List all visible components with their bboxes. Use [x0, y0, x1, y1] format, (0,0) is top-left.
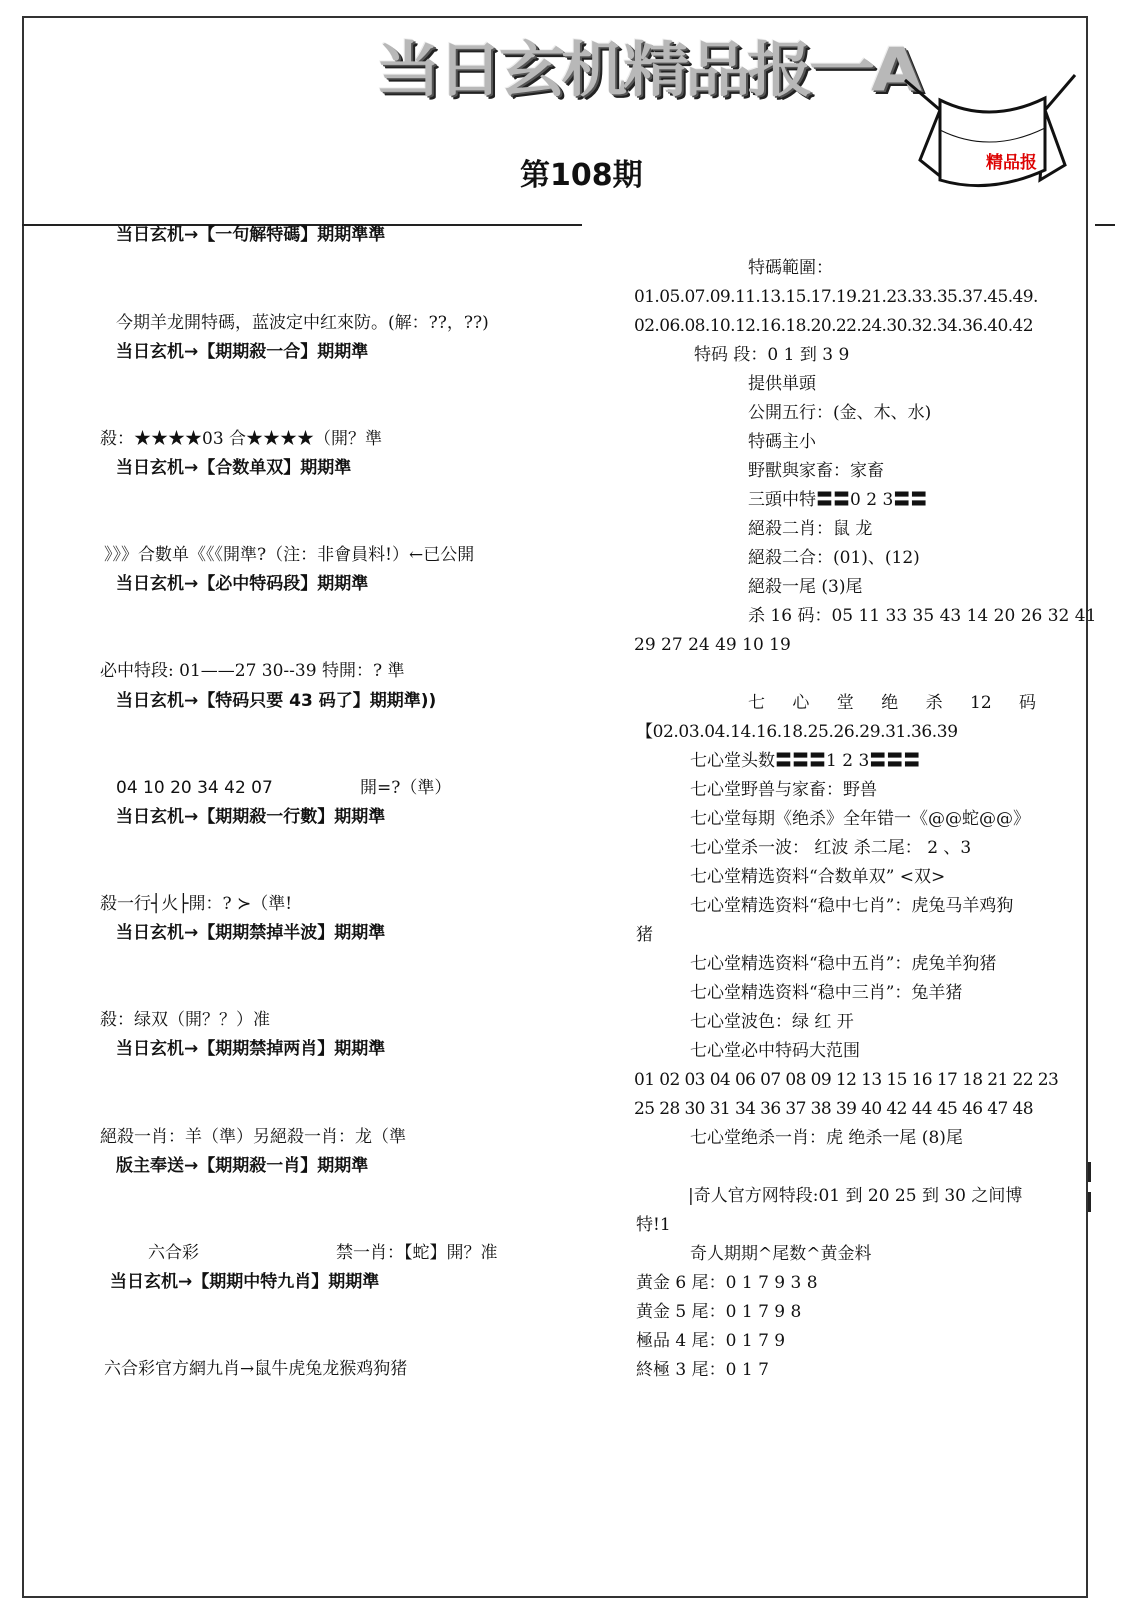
left-line: 殺一行┤火├開：? ≻（準! — [100, 894, 293, 914]
left-line: 六合彩 — [148, 1243, 199, 1263]
right-line: 【02.03.04.14.16.18.25.26.29.31.36.39 — [636, 722, 958, 742]
right-line: 七心堂精选资料“稳中五肖”：虎兔羊狗猪 — [690, 954, 997, 974]
right-line: 29 27 24 49 10 19 — [634, 635, 791, 655]
left-line: 絕殺一肖：羊（準）另絕殺一肖：龙（準 — [100, 1127, 406, 1147]
right-line: 三頭中特〓〓0 2 3〓〓 — [748, 490, 928, 510]
left-line: 当日玄机→【必中特码段】期期準 — [116, 574, 369, 594]
right-line: 公開五行：(金、木、水) — [748, 403, 932, 423]
left-line: 版主奉送→【期期殺一肖】期期準 — [116, 1156, 369, 1176]
left-line: 当日玄机→【特码只要 43 码了】期期準)) — [116, 691, 437, 711]
right-line: 25 28 30 31 34 36 37 38 39 40 42 44 45 46 47 48 — [634, 1099, 1033, 1119]
left-line: 当日玄机→【合数单双】期期準 — [116, 458, 352, 478]
left-line: 当日玄机→【期期中特九肖】期期準 — [110, 1272, 380, 1292]
right-line: 七心堂波色：绿 红 开 — [690, 1012, 854, 1032]
right-line: 終極 3 尾：0 1 7 — [636, 1360, 769, 1380]
left-line: 殺：★★★★03 合★★★★（開？準 — [100, 429, 383, 449]
right-line: 特!1 — [636, 1215, 671, 1235]
left-line: 当日玄机→【期期禁掉两肖】期期準 — [116, 1039, 386, 1059]
left-line: 六合彩官方網九肖→鼠牛虎兔龙猴鸡狗猪 — [104, 1359, 408, 1379]
right-line: 猪 — [636, 925, 653, 945]
left-line: 今期羊龙開特碼，蓝波定中红來防。(解：??，??) — [116, 313, 489, 333]
left-line: 当日玄机→【一句解特碼】期期準準 — [116, 225, 386, 245]
left-line: 禁一肖：【蛇】開？准 — [336, 1243, 498, 1263]
badge-label: 精品报 — [986, 153, 1037, 173]
issue-number: 第108期 — [520, 158, 643, 193]
right-line: 特码 段：0 1 到 3 9 — [694, 345, 850, 365]
right-line: 黄金 6 尾：0 1 7 9 3 8 — [636, 1273, 818, 1293]
margin-mark — [1088, 1162, 1091, 1182]
right-line: 特碼範圍： — [748, 258, 833, 278]
right-line: 杀 16 码：05 11 33 35 43 14 20 26 32 41 — [748, 606, 1097, 626]
left-line: 当日玄机→【期期殺一行數】期期準 — [116, 807, 386, 827]
right-line: 七心堂精选资料“稳中三肖”：兔羊猪 — [690, 983, 963, 1003]
right-line: 七心堂精选资料“稳中七肖”：虎兔马羊鸡狗 — [690, 896, 1014, 916]
left-line: 殺：绿双（開？？）准 — [100, 1010, 270, 1030]
header-divider-right — [1095, 224, 1115, 226]
right-line: 02.06.08.10.12.16.18.20.22.24.30.32.34.36.40.42 — [634, 316, 1033, 336]
left-line: 必中特段: 01——27 30--39 特開：? 準 — [100, 661, 405, 681]
right-line: 七心堂每期《绝杀》全年错一《@@蛇@@》 — [690, 809, 1030, 829]
right-line: 七 心 堂 绝 杀 12 码 — [748, 693, 1037, 713]
masthead-title: 当日玄机精品报一A — [375, 35, 919, 105]
right-line: 七心堂必中特码大范围 — [690, 1041, 860, 1061]
left-line: 当日玄机→【期期禁掉半波】期期準 — [116, 923, 386, 943]
right-line: 提供単頭 — [748, 374, 816, 394]
right-line: 特碼主小 — [748, 432, 816, 452]
right-line: 黄金 5 尾：0 1 7 9 8 — [636, 1302, 802, 1322]
right-line: |奇人官方网特段:01 到 20 25 到 30 之间博 — [688, 1186, 1023, 1206]
right-line: 七心堂绝杀一肖：虎 绝杀一尾 (8)尾 — [690, 1128, 963, 1148]
margin-mark — [1088, 1192, 1091, 1212]
right-line: 野獸與家畜：家畜 — [748, 461, 884, 481]
right-line: 極品 4 尾：0 1 7 9 — [636, 1331, 786, 1351]
right-line: 01 02 03 04 06 07 08 09 12 13 15 16 17 18 21 22 23 — [634, 1070, 1059, 1090]
right-line: 01.05.07.09.11.13.15.17.19.21.23.33.35.37.45.49. — [634, 287, 1038, 307]
right-line: 七心堂精选资料“合数单双” <双> — [690, 867, 946, 887]
left-line: 当日玄机→【期期殺一合】期期準 — [116, 342, 369, 362]
right-line: 絕殺一尾 (3)尾 — [748, 577, 863, 597]
right-line: 絕殺二肖：鼠 龙 — [748, 519, 873, 539]
right-line: 七心堂杀一波： 红波 杀二尾： 2 、3 — [690, 838, 972, 858]
right-line: 奇人期期^尾数^黄金料 — [690, 1244, 872, 1264]
banner-badge-icon — [900, 70, 1080, 210]
left-line: 開=?（準） — [360, 778, 452, 798]
right-line: 七心堂头数〓〓〓1 2 3〓〓〓 — [690, 751, 921, 771]
right-line: 絕殺二合：(01)、(12) — [748, 548, 920, 568]
right-line: 七心堂野兽与家畜：野兽 — [690, 780, 877, 800]
left-line: 04 10 20 34 42 07 — [116, 778, 273, 798]
left-line: 》》》合數单《《《開準?（注：非會員料!）←已公開 — [104, 545, 475, 565]
